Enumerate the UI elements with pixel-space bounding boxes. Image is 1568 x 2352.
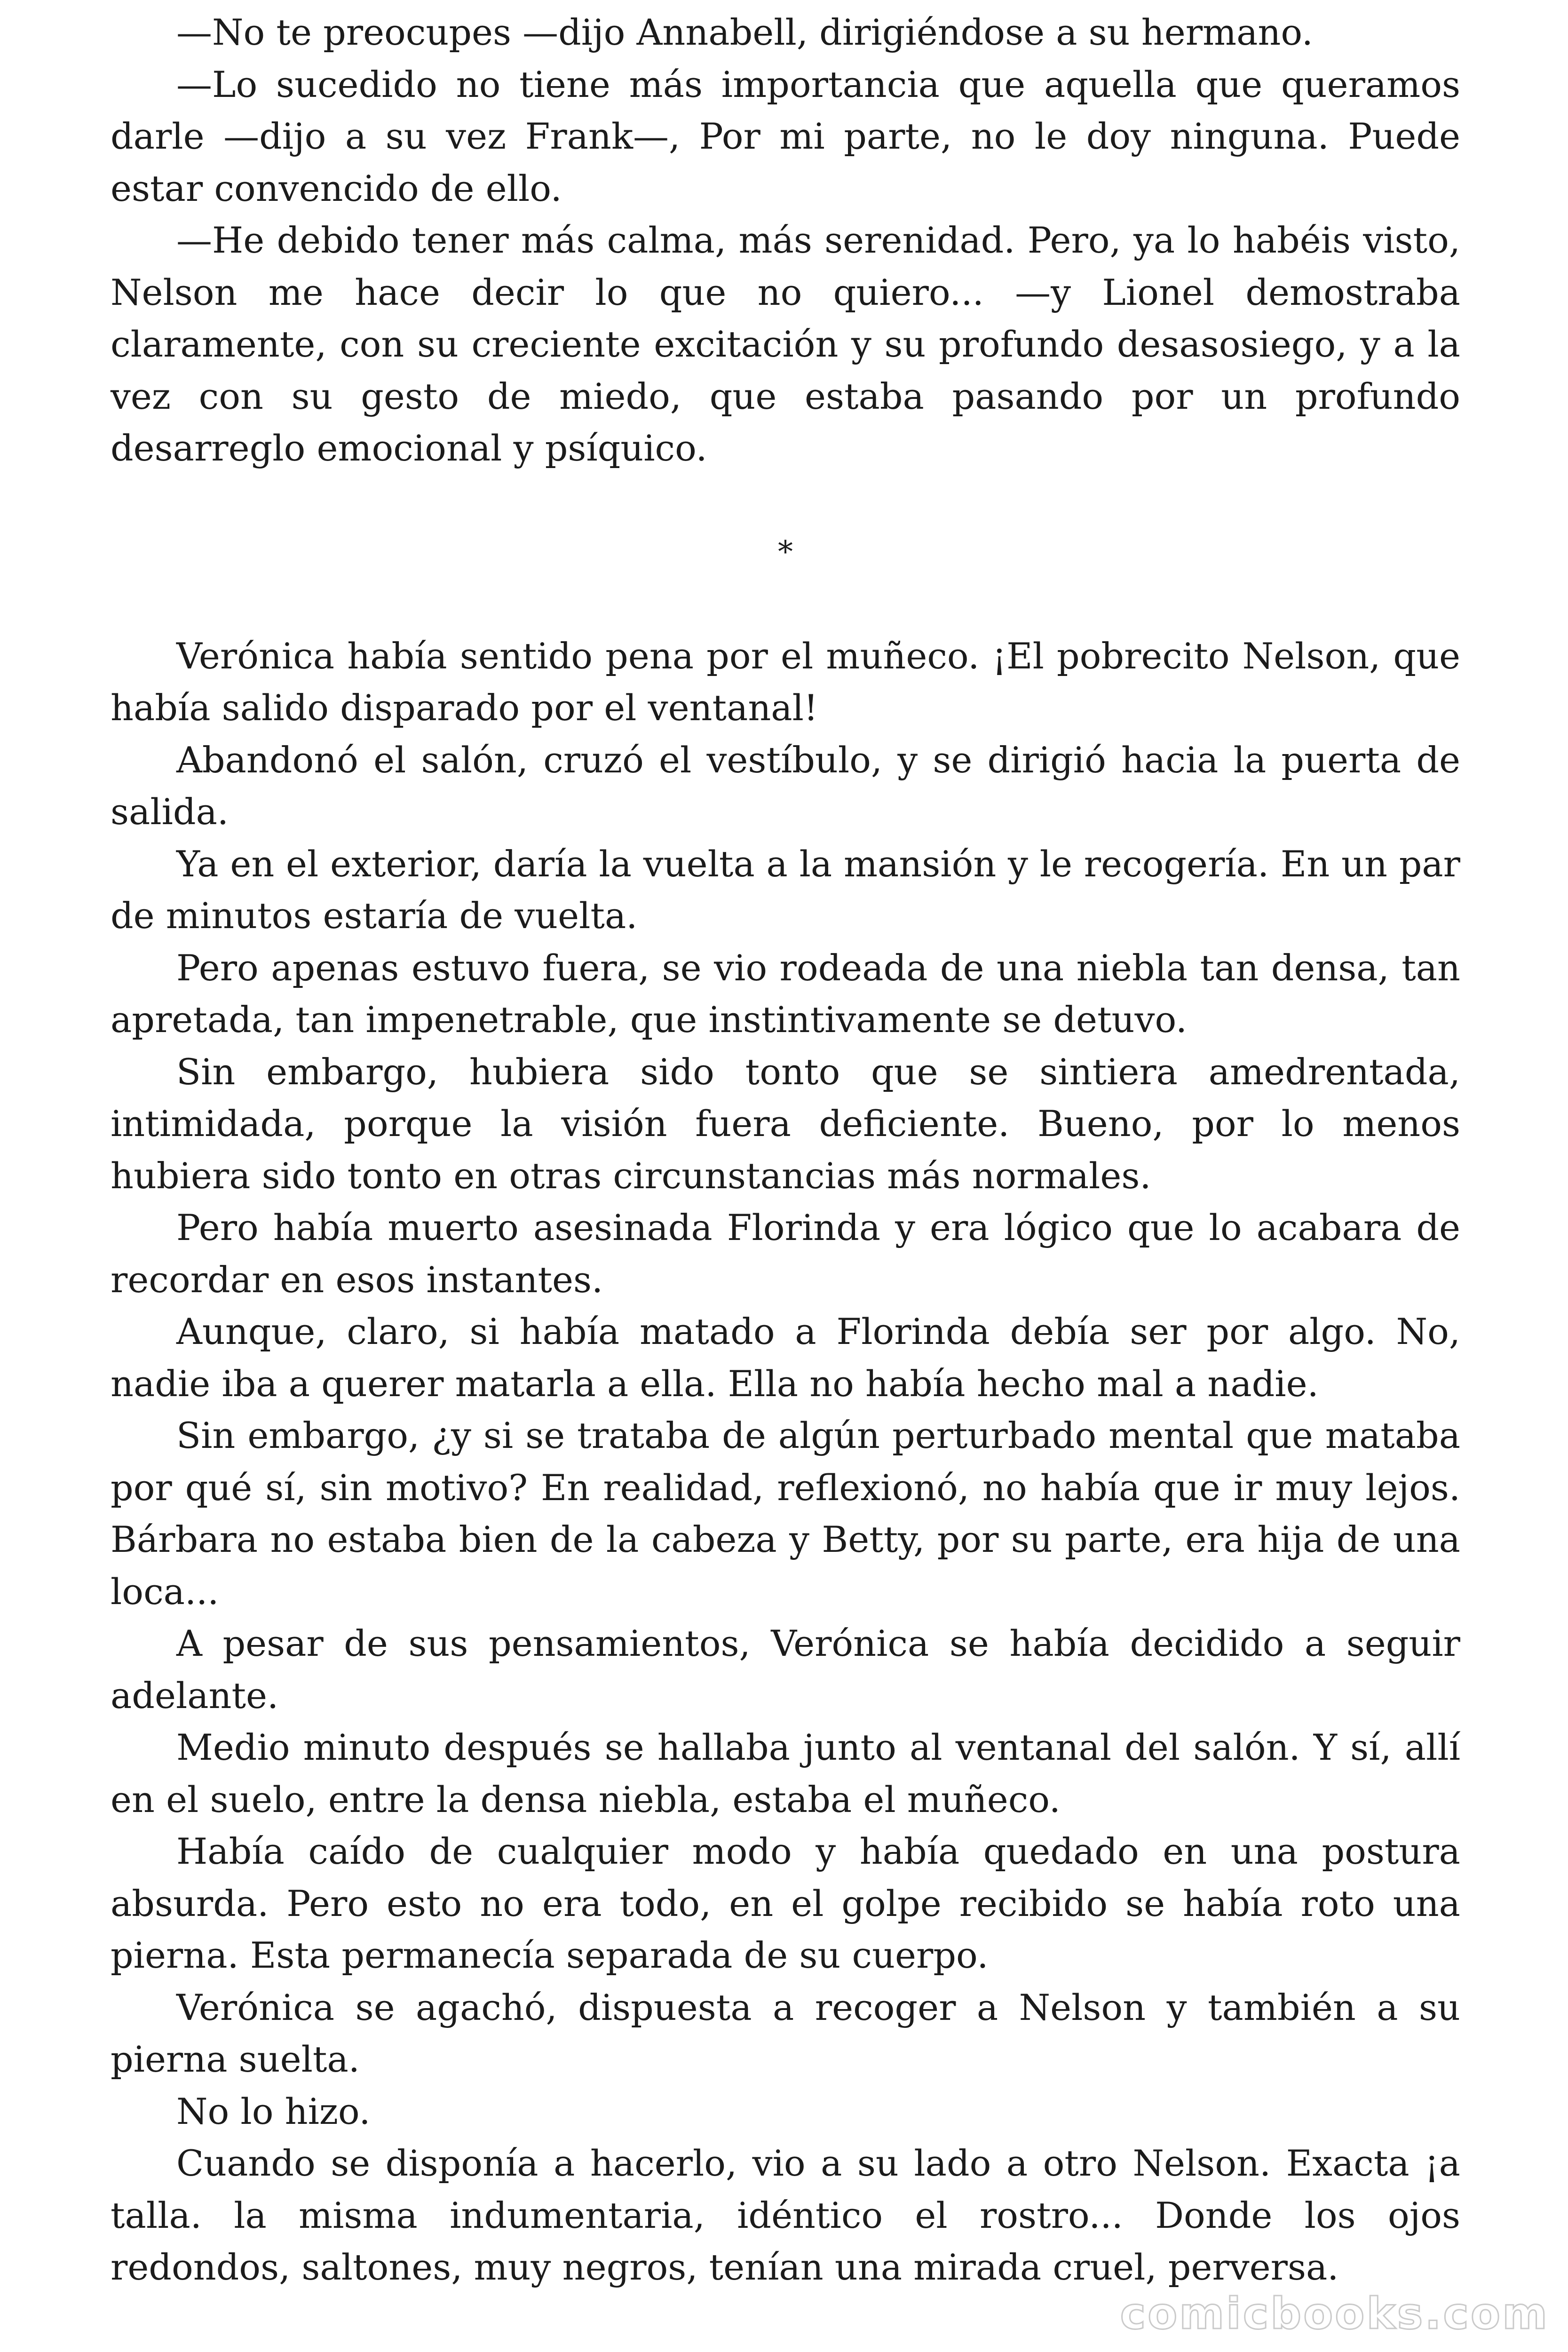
paragraph: Abandonó el salón, cruzó el vestíbulo, y se dirigió hacia la puerta de salida. <box>111 739 1460 833</box>
paragraph: Verónica había sentido pena por el muñeco. ¡El pobrecito Nelson, que había salido disparado por el ventanal! <box>111 635 1460 729</box>
paragraph: Aunque, claro, si había matado a Florinda debía ser por algo. No, nadie iba a querer matarla a ella. Ella no había hecho mal a nadie. <box>111 1311 1460 1405</box>
paragraph: Sin embargo, ¿y si se trataba de algún perturbado mental que mataba por qué sí, sin motivo? En realidad, reflexionó, no había que ir muy lejos. Bárbara no estaba bien de la cabeza y Betty, por su parte, era hija de una loca... <box>111 1414 1460 1613</box>
body-text <box>111 7 1460 2294</box>
paragraph: No lo hizo. <box>176 2090 371 2132</box>
watermark: comicbooks.com <box>1120 2288 1549 2339</box>
paragraph: Pero había muerto asesinada Florinda y era lógico que lo acabara de recordar en esos instantes. <box>111 1207 1460 1301</box>
paragraph: Sin embargo, hubiera sido tonto que se sintiera amedrentada, intimidada, porque la visión fuera deficiente. Bueno, por lo menos hubiera sido tonto en otras circunstancias más normales. <box>111 1050 1460 1197</box>
paragraph: Cuando se disponía a hacerlo, vio a su lado a otro Nelson. Exacta ¡a talla. la misma indumentaria, idéntico el rostro... Donde los ojos redondos, saltones, muy negros, tenían una mirada cruel, perversa. <box>111 2142 1460 2288</box>
paragraph: Pero apenas estuvo fuera, se vio rodeada de una niebla tan densa, tan apretada, tan impenetrable, que instintivamente se detuvo. <box>111 946 1460 1041</box>
paragraph: —Lo sucedido no tiene más importancia que aquella que queramos darle —dijo a su vez Frank—, Por mi parte, no le doy ninguna. Puede estar convencido de ello. <box>111 63 1460 209</box>
paragraph: Había caído de cualquier modo y había quedado en una postura absurda. Pero esto no era todo, en el golpe recibido se había roto una pierna. Esta permanecía separada de su cuerpo. <box>111 1830 1460 1976</box>
paragraph: Verónica se agachó, dispuesta a recoger a Nelson y también a su pierna suelta. <box>111 1986 1460 2080</box>
paragraph: Medio minuto después se hallaba junto al ventanal del salón. Y sí, allí en el suelo, entre la densa niebla, estaba el muñeco. <box>111 1726 1460 1820</box>
scene-break-asterisk: * <box>778 534 793 570</box>
paragraph: —No te preocupes —dijo Annabell, dirigiéndose a su hermano. <box>176 11 1313 53</box>
paragraph: A pesar de sus pensamientos, Verónica se había decidido a seguir adelante. <box>111 1622 1460 1716</box>
scene-break <box>111 475 1460 630</box>
paragraph: Ya en el exterior, daría la vuelta a la mansión y le recogería. En un par de minutos estaría de vuelta. <box>111 842 1460 937</box>
paragraph: —He debido tener más calma, más serenidad. Pero, ya lo habéis visto, Nelson me hace decir lo que no quiero... —y Lionel demostraba claramente, con su creciente excitación y su profundo desasosiego, y a la vez con su gesto de miedo, que estaba pasando por un profundo desarreglo emocional y psíquico. <box>111 219 1460 469</box>
